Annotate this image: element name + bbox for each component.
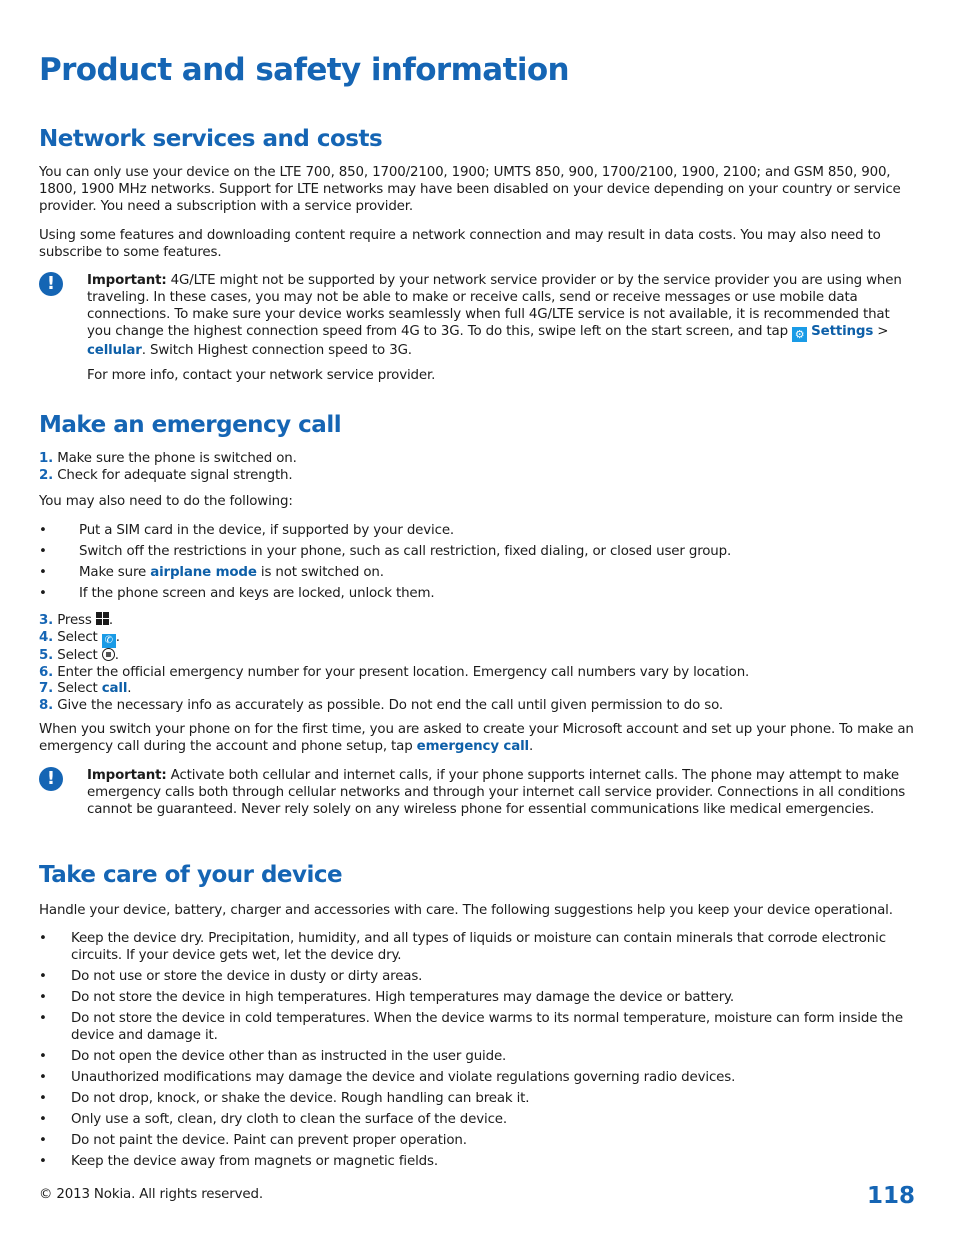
step-number: 5. [39,647,54,663]
list-item [39,1069,915,1090]
emergency-steps-1-2 [39,451,915,485]
step-number: 6. [39,664,54,680]
bullet: • [39,1154,47,1169]
list-item [39,1153,915,1174]
list-item-text: Put a SIM card in the device, if supported by your device. [79,523,455,538]
bullet: • [39,544,47,559]
list-item [39,522,915,543]
step-5: 5. Select . [39,647,119,663]
important-text: 4G/LTE might not be supported by your network service provider or by the service provider you are using when traveling. In these cases, you may not be able to make or receive calls, send or receive messages or use mobile data connections. To make sure your device works seamlessly when full 4G/LTE service is not available, it is recommended that you change the highest connection speed from 4G to 3G. To do this, swipe left on the start screen, and tap [87,273,902,339]
important-label: Important: [87,768,167,783]
section-heading-emergency: Make an emergency call [39,412,342,438]
list-item-text: Do not store the device in cold temperatures. When the device warms to its normal temperature, moisture can form inside the device and damage it. [71,1011,903,1043]
emergency-important-note [87,767,917,818]
copyright: © 2013 Nokia. All rights reserved. [39,1187,263,1202]
bullet: • [39,1133,47,1148]
step-number: 8. [39,698,54,714]
list-item-text: Do not drop, knock, or shake the device. Rough handling can break it. [71,1091,530,1106]
bullet: • [39,1091,47,1106]
list-item [39,585,915,606]
bullet: • [39,1011,47,1026]
step-1 [39,451,915,468]
settings-label: Settings [811,324,874,339]
important-tail: . Switch Highest connection speed to 3G. [141,343,412,358]
emergency-call-label: emergency call [416,739,529,754]
step-2 [39,468,915,485]
list-item [39,930,915,968]
bullet: • [39,1049,47,1064]
important-text: Activate both cellular and internet calls, if your phone supports internet calls. The phone may attempt to make emergency calls both through cellular networks and through your internet call service provider. Connections in all conditions cannot be guaranteed. Never rely solely on any wireless phone for essential communications like medical emergencies. [87,768,906,817]
phone-tile-icon: ✆ [102,634,116,648]
step-number: 7. [39,681,54,697]
step-text: Press [53,613,96,628]
section-heading-network: Network services and costs [39,126,383,152]
list-item-text: Unauthorized modifications may damage the device and violate regulations governing radio devices. [71,1070,736,1085]
bullet: • [39,586,47,601]
bullet: • [39,1112,47,1127]
also-need-text: You may also need to do the following: [39,494,293,509]
step-text: Make sure the phone is switched on. [53,451,297,466]
bullet: • [39,990,47,1005]
step-3: 3. Press . [39,613,113,628]
network-paragraph-2: Using some features and downloading content require a network connection and may result in data costs. You may also need to subscribe to some features. [39,228,881,260]
step-number: 1. [39,451,54,466]
important-icon: ! [39,767,63,791]
cellular-label: cellular [87,343,142,358]
step-4: 4. Select ✆ . [39,629,120,646]
care-bullets [39,930,915,1174]
list-item [39,1010,915,1048]
list-item [39,1111,915,1132]
list-item-text: If the phone screen and keys are locked, unlock them. [79,586,435,601]
bullet: • [39,931,47,946]
bullet: • [39,565,47,580]
page-number: 118 [866,1183,915,1209]
step-8 [39,698,915,715]
page-title: Product and safety information [39,52,570,88]
step-number: 3. [39,613,54,628]
call-label: call [101,681,128,697]
first-time-setup-text: When you switch your phone on for the first time, you are asked to create your Microsoft account and set up your phone. To make an emergency call during the account and phone setup, tap emergency call. [39,722,914,754]
path-separator: > [873,324,889,339]
list-item-tail: is not switched on. [256,565,384,580]
step-number: 2. [39,467,54,483]
list-item-text: Do not paint the device. Paint can prevent proper operation. [71,1133,467,1148]
step-6 [39,665,915,682]
step-text: Select [53,647,102,663]
bullet: • [39,969,47,984]
emergency-bullets [39,522,915,606]
step-7: 7. Select call. [39,681,132,697]
dialpad-icon [102,648,115,661]
list-item [39,1090,915,1111]
step-text: Give the necessary info as accurately as possible. Do not end the call until given permission to do so. [53,698,723,714]
list-item [39,1048,915,1069]
important-label: Important: [87,273,167,288]
list-item-text: Keep the device dry. Precipitation, humidity, and all types of liquids or moisture can contain minerals that corrode electronic circuits. If your device gets wet, let the device dry. [71,931,886,963]
list-item-text: Only use a soft, clean, dry cloth to clean the surface of the device. [71,1112,507,1127]
step-text: Check for adequate signal strength. [53,467,293,483]
care-intro: Handle your device, battery, charger and accessories with care. The following suggestions help you keep your device operational. [39,903,893,918]
first-time-body: When you switch your phone on for the first time, you are asked to create your Microsoft account and set up your phone. To make an emergency call during the account and phone setup, tap [39,722,914,754]
important-icon: ! [39,272,63,296]
list-item-text: Do not use or store the device in dusty or dirty areas. [71,969,423,984]
list-item-lead: Make sure [79,565,151,580]
step-number: 4. [39,629,54,645]
list-item-text: Do not store the device in high temperatures. High temperatures may damage the device or battery. [71,990,735,1005]
list-item [39,1132,915,1153]
step-text: Enter the official emergency number for your present location. Emergency call numbers vary by location. [53,664,750,680]
airplane-mode-label: airplane mode [150,565,257,580]
step-text: Select [53,629,102,645]
step-text: Select [53,681,102,697]
list-item-text [79,564,915,581]
list-item [39,564,915,585]
list-item-text: Keep the device away from magnets or magnetic fields. [71,1154,438,1169]
bullet: • [39,1070,47,1085]
emergency-steps-3-8 [39,612,915,715]
section-heading-care: Take care of your device [39,862,343,888]
network-important-note [87,272,917,359]
network-paragraph-1: You can only use your device on the LTE 700, 850, 1700/2100, 1900; UMTS 850, 900, 1700/2100, 1900, 2100; and GSM 850, 900, 1800, 1900 MHz networks. Support for LTE networks may have been disabled on your device depending on your country or service provider. You need a subscription with a service provider. [39,165,901,214]
list-item [39,543,915,564]
list-item-text: Do not open the device other than as instructed in the user guide. [71,1049,507,1064]
bullet: • [39,523,47,538]
list-item [39,968,915,989]
settings-tile-icon: ⚙ [792,327,807,342]
list-item-text: Switch off the restrictions in your phone, such as call restriction, fixed dialing, or closed user group. [79,544,732,559]
more-info-text: For more info, contact your network service provider. [87,368,436,383]
list-item [39,989,915,1010]
windows-key-icon [96,612,109,625]
